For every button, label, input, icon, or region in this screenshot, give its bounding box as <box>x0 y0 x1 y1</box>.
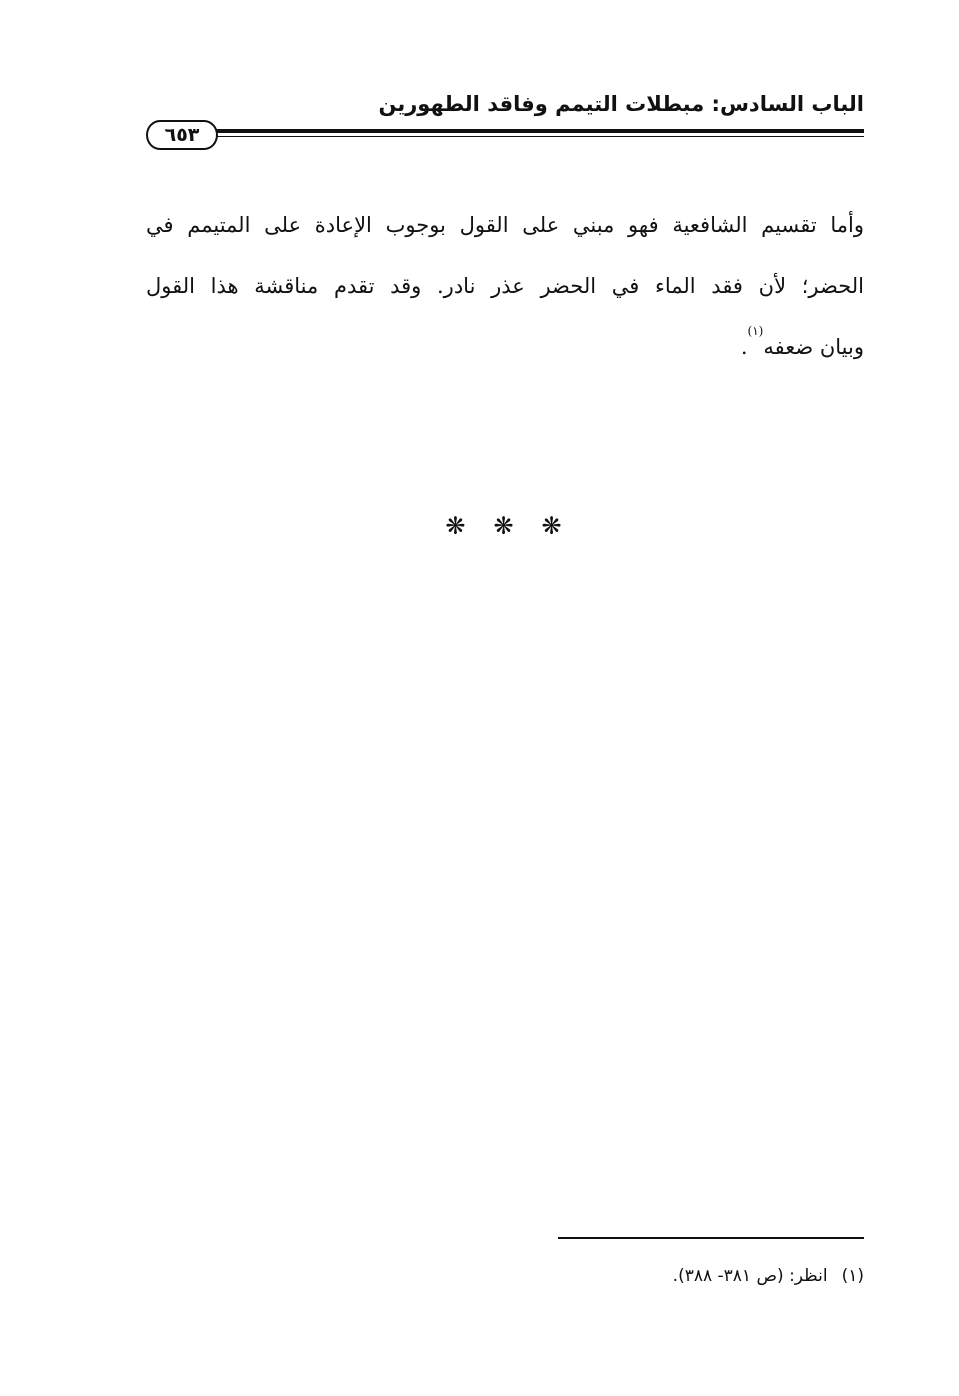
footnote-reference[interactable]: (١) <box>747 324 764 338</box>
body-line-3-end: . <box>740 335 748 359</box>
header-rule-thin <box>210 136 864 137</box>
footnote <box>673 1266 864 1286</box>
asterism-glyph: ❋ <box>445 512 466 540</box>
body-paragraph <box>146 195 864 378</box>
footnote-text: انظر: (ص ٣٨١- ٣٨٨). <box>672 1266 828 1286</box>
footnote-number: (١) <box>841 1266 864 1286</box>
body-line-3-text: وبيان ضعفه <box>763 335 864 359</box>
asterism-glyph: ❋ <box>541 512 562 540</box>
section-separator <box>48 512 959 540</box>
body-line-3 <box>146 317 864 378</box>
asterism-glyph: ❋ <box>493 512 514 540</box>
body-line-1: وأما تقسيم الشافعية فهو مبني على القول بوجوب الإعادة على المتيمم في <box>146 213 864 237</box>
footnote-divider <box>558 1237 864 1239</box>
page-number: ٦٥٣ <box>146 120 218 150</box>
body-line-2: الحضر؛ لأن فقد الماء في الحضر عذر نادر. وقد تقدم مناقشة هذا القول <box>146 274 864 298</box>
running-header-title: الباب السادس: مبطلات التيمم وفاقد الطهورين <box>378 92 864 116</box>
header-rule <box>210 129 864 133</box>
